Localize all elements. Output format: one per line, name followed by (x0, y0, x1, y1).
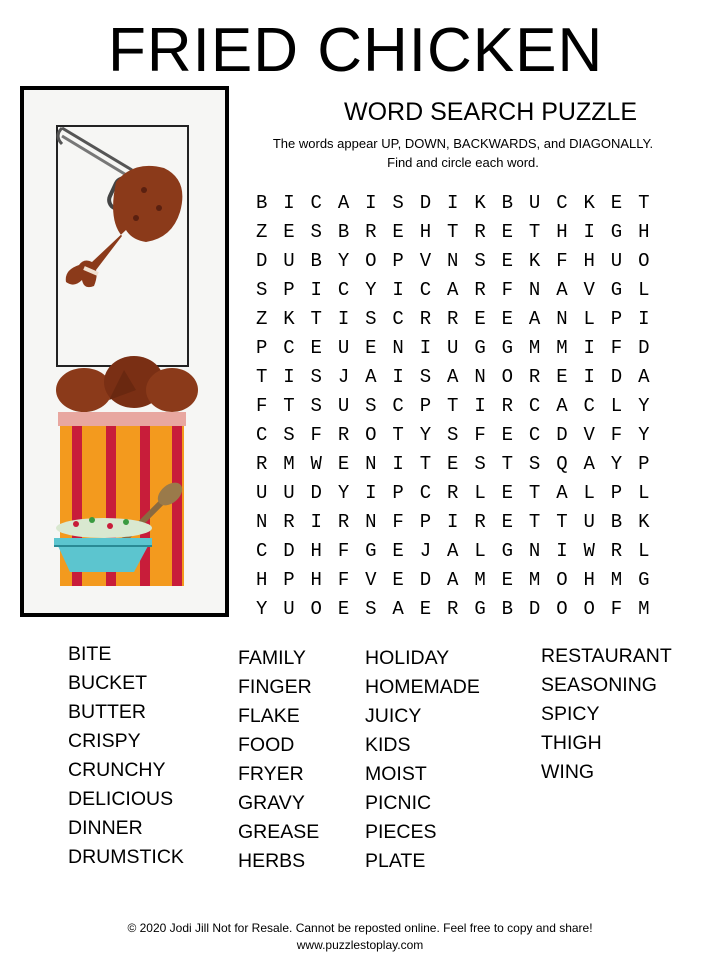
grid-letter[interactable]: F (337, 568, 350, 591)
grid-letter[interactable]: T (528, 481, 541, 504)
grid-letter[interactable]: A (556, 278, 568, 301)
grid-letter[interactable]: V (419, 249, 432, 272)
grid-letter[interactable]: U (283, 481, 295, 504)
grid-letter[interactable]: T (638, 191, 650, 214)
grid-letter[interactable]: J (419, 539, 432, 562)
grid-letter[interactable]: O (556, 568, 568, 591)
grid-letter[interactable]: I (283, 191, 295, 214)
grid-letter[interactable]: D (310, 481, 322, 504)
grid-letter[interactable]: J (337, 365, 350, 388)
word-item: FRYER (238, 763, 304, 785)
grid-row (248, 594, 657, 623)
grid-letter[interactable]: I (283, 365, 295, 388)
word-item: THIGH (541, 732, 602, 754)
grid-letter[interactable]: I (337, 307, 350, 330)
fried-chicken-illustration (20, 86, 229, 617)
grid-letter[interactable]: T (255, 365, 268, 388)
grid-letter[interactable]: U (283, 249, 295, 272)
grid-letter[interactable]: R (447, 481, 459, 504)
grid-letter[interactable]: L (638, 539, 650, 562)
grid-letter[interactable]: B (610, 510, 623, 533)
grid-letter[interactable]: F (392, 510, 404, 533)
grid-letter[interactable]: S (474, 249, 486, 272)
grid-letter[interactable]: R (447, 307, 459, 330)
word-item: FINGER (238, 676, 312, 698)
grid-letter[interactable]: G (474, 597, 486, 620)
grid-letter[interactable]: N (447, 249, 459, 272)
grid-row (248, 333, 657, 362)
grid-letter[interactable]: H (638, 220, 650, 243)
word-item: DRUMSTICK (68, 846, 184, 868)
grid-letter[interactable]: T (447, 220, 459, 243)
grid-letter[interactable]: B (501, 597, 514, 620)
grid-letter[interactable]: A (447, 365, 459, 388)
word-item: DELICIOUS (68, 788, 174, 810)
grid-letter[interactable]: V (583, 278, 595, 301)
grid-letter[interactable]: E (392, 220, 404, 243)
grid-letter[interactable]: E (419, 597, 432, 620)
grid-letter[interactable]: K (583, 191, 595, 214)
grid-letter[interactable]: A (337, 191, 350, 214)
word-item: BITE (68, 643, 112, 665)
grid-letter[interactable]: I (392, 278, 404, 301)
word-list-column-4 (541, 642, 672, 787)
grid-letter[interactable]: I (365, 481, 377, 504)
grid-letter[interactable]: L (474, 481, 486, 504)
word-list-column-2 (238, 644, 319, 876)
grid-letter[interactable]: I (447, 191, 459, 214)
grid-letter[interactable]: R (419, 307, 432, 330)
grid-letter[interactable]: I (447, 510, 459, 533)
grid-letter[interactable]: S (365, 307, 377, 330)
grid-letter[interactable]: C (310, 191, 322, 214)
word-item: GREASE (238, 821, 320, 843)
grid-letter[interactable]: U (337, 394, 350, 417)
grid-letter[interactable]: P (610, 481, 623, 504)
grid-letter[interactable]: G (638, 568, 650, 591)
grid-letter[interactable]: T (528, 510, 541, 533)
grid-letter[interactable]: K (528, 249, 541, 272)
grid-letter[interactable]: K (474, 191, 486, 214)
word-item: HOLIDAY (365, 647, 450, 669)
word-list-column-3 (365, 644, 480, 876)
grid-letter[interactable]: W (583, 539, 595, 562)
grid-letter[interactable]: C (419, 278, 432, 301)
grid-letter[interactable]: Q (556, 452, 568, 475)
word-item: HOMEMADE (365, 676, 480, 698)
grid-letter[interactable]: G (501, 539, 514, 562)
grid-letter[interactable]: N (255, 510, 268, 533)
grid-letter[interactable]: E (392, 539, 404, 562)
grid-letter[interactable]: I (583, 365, 595, 388)
grid-letter[interactable]: L (474, 539, 486, 562)
grid-letter[interactable]: H (556, 220, 568, 243)
grid-letter[interactable]: E (337, 452, 350, 475)
grid-letter[interactable]: C (392, 394, 404, 417)
grid-letter[interactable]: P (255, 336, 268, 359)
grid-letter[interactable]: R (337, 510, 350, 533)
grid-letter[interactable]: F (474, 423, 486, 446)
grid-letter[interactable]: C (255, 539, 268, 562)
grid-letter[interactable]: B (310, 249, 322, 272)
grid-letter[interactable]: S (392, 191, 404, 214)
word-list-column-1 (68, 640, 184, 872)
grid-letter[interactable]: C (337, 278, 350, 301)
grid-letter[interactable]: R (283, 510, 295, 533)
copyright-notice: © 2020 Jodi Jill Not for Resale. Cannot be reposted online. Feel free to copy and share! (127, 921, 593, 935)
grid-row (248, 217, 657, 246)
grid-letter[interactable]: E (392, 568, 404, 591)
grid-letter[interactable]: E (501, 510, 514, 533)
word-item: SEASONING (541, 674, 657, 696)
word-item: WING (541, 761, 595, 783)
grid-letter[interactable]: S (528, 452, 541, 475)
grid-letter[interactable]: Y (610, 452, 623, 475)
grid-letter[interactable]: E (501, 307, 514, 330)
grid-letter[interactable]: R (474, 510, 486, 533)
grid-row (248, 449, 657, 478)
grid-letter[interactable]: E (501, 249, 514, 272)
grid-letter[interactable]: L (583, 307, 595, 330)
grid-letter[interactable]: Y (638, 423, 650, 446)
grid-letter[interactable]: F (337, 539, 350, 562)
grid-letter[interactable]: T (392, 423, 404, 446)
word-item: SPICY (541, 703, 600, 725)
grid-letter[interactable]: A (365, 365, 377, 388)
grid-letter[interactable]: H (583, 249, 595, 272)
grid-letter[interactable]: N (528, 539, 541, 562)
grid-letter[interactable]: U (528, 191, 541, 214)
grid-letter[interactable]: S (365, 597, 377, 620)
grid-letter[interactable]: S (310, 220, 322, 243)
grid-letter[interactable]: N (556, 307, 568, 330)
grid-letter[interactable]: I (583, 220, 595, 243)
grid-letter[interactable]: M (528, 568, 541, 591)
grid-letter[interactable]: M (556, 336, 568, 359)
grid-letter[interactable]: T (501, 452, 514, 475)
grid-letter[interactable]: F (556, 249, 568, 272)
grid-letter[interactable]: I (310, 278, 322, 301)
grid-letter[interactable]: E (474, 307, 486, 330)
grid-letter[interactable]: C (255, 423, 268, 446)
grid-letter[interactable]: C (583, 394, 595, 417)
grid-letter[interactable]: D (419, 191, 432, 214)
grid-letter[interactable]: T (556, 510, 568, 533)
grid-row (248, 304, 657, 333)
grid-letter[interactable]: F (501, 278, 514, 301)
grid-letter[interactable]: T (528, 220, 541, 243)
grid-letter[interactable]: D (419, 568, 432, 591)
grid-letter[interactable]: Z (255, 307, 268, 330)
grid-letter[interactable]: U (283, 597, 295, 620)
grid-letter[interactable]: Y (337, 481, 350, 504)
grid-letter[interactable]: I (392, 452, 404, 475)
grid-letter[interactable]: V (365, 568, 377, 591)
grid-letter[interactable]: Y (638, 394, 650, 417)
grid-letter[interactable]: P (283, 278, 295, 301)
grid-row (248, 478, 657, 507)
instruction-line: Find and circle each word. (387, 155, 539, 170)
grid-letter[interactable]: C (528, 423, 541, 446)
grid-letter[interactable]: G (365, 539, 377, 562)
grid-letter[interactable]: T (283, 394, 295, 417)
grid-letter[interactable]: A (447, 539, 459, 562)
grid-letter[interactable]: U (255, 481, 268, 504)
grid-letter[interactable]: R (474, 278, 486, 301)
word-item: PLATE (365, 850, 426, 872)
word-item: PICNIC (365, 792, 432, 814)
word-item: GRAVY (238, 792, 305, 814)
grid-letter[interactable]: T (447, 394, 459, 417)
grid-letter[interactable]: O (365, 249, 377, 272)
grid-letter[interactable]: U (610, 249, 623, 272)
grid-letter[interactable]: K (638, 510, 650, 533)
grid-letter[interactable]: F (610, 336, 623, 359)
grid-letter[interactable]: I (474, 394, 486, 417)
grid-letter[interactable]: S (310, 365, 322, 388)
grid-letter[interactable]: T (419, 452, 432, 475)
grid-letter[interactable]: A (392, 597, 404, 620)
grid-row (248, 362, 657, 391)
word-item: JUICY (365, 705, 422, 727)
grid-letter[interactable]: N (474, 365, 486, 388)
grid-letter[interactable]: M (638, 597, 650, 620)
grid-letter[interactable]: N (528, 278, 541, 301)
word-item: MOIST (365, 763, 427, 785)
grid-letter[interactable]: S (310, 394, 322, 417)
grid-letter[interactable]: F (610, 597, 623, 620)
grid-letter[interactable]: O (365, 423, 377, 446)
grid-letter[interactable]: M (528, 336, 541, 359)
grid-letter[interactable]: A (447, 278, 459, 301)
grid-letter[interactable]: C (392, 307, 404, 330)
grid-letter[interactable]: Y (365, 278, 377, 301)
letter-grid (248, 188, 657, 623)
grid-letter[interactable]: L (638, 278, 650, 301)
grid-row (248, 507, 657, 536)
grid-letter[interactable]: L (638, 481, 650, 504)
grid-letter[interactable]: O (556, 597, 568, 620)
grid-letter[interactable]: D (556, 423, 568, 446)
grid-letter[interactable]: B (255, 191, 268, 214)
grid-letter[interactable]: Z (255, 220, 268, 243)
grid-letter[interactable]: I (556, 539, 568, 562)
grid-letter[interactable]: S (447, 423, 459, 446)
grid-letter[interactable]: W (310, 452, 322, 475)
grid-letter[interactable]: D (528, 597, 541, 620)
grid-letter[interactable]: O (501, 365, 514, 388)
grid-letter[interactable]: C (528, 394, 541, 417)
grid-letter[interactable]: E (337, 597, 350, 620)
grid-letter[interactable]: E (501, 423, 514, 446)
grid-letter[interactable]: U (337, 336, 350, 359)
grid-letter[interactable]: B (501, 191, 514, 214)
grid-letter[interactable]: Y (255, 597, 268, 620)
grid-letter[interactable]: U (447, 336, 459, 359)
grid-letter[interactable]: I (419, 336, 432, 359)
grid-letter[interactable]: D (610, 365, 623, 388)
grid-letter[interactable]: E (283, 220, 295, 243)
fried-chicken-pieces-icon (56, 356, 198, 412)
word-item: PIECES (365, 821, 437, 843)
grid-letter[interactable]: S (365, 394, 377, 417)
word-item: FOOD (238, 734, 295, 756)
grid-letter[interactable]: H (310, 539, 322, 562)
grid-letter[interactable]: M (283, 452, 295, 475)
grid-letter[interactable]: P (419, 510, 432, 533)
grid-letter[interactable]: S (283, 423, 295, 446)
grid-row (248, 188, 657, 217)
website-link[interactable]: www.puzzlestoplay.com (296, 938, 424, 952)
grid-letter[interactable]: G (474, 336, 486, 359)
illustration-art (24, 90, 225, 613)
grid-letter[interactable]: I (392, 365, 404, 388)
grid-letter[interactable]: I (638, 307, 650, 330)
grid-letter[interactable]: L (583, 481, 595, 504)
grid-row (248, 536, 657, 565)
word-item: FAMILY (238, 647, 306, 669)
instruction-line: The words appear UP, DOWN, BACKWARDS, and DIAGONALLY. (272, 136, 654, 151)
grid-letter[interactable]: S (255, 278, 268, 301)
grid-letter[interactable]: O (638, 249, 650, 272)
grid-letter[interactable]: C (283, 336, 295, 359)
footer (0, 920, 720, 954)
grid-letter[interactable]: C (419, 481, 432, 504)
grid-letter[interactable]: U (583, 510, 595, 533)
grid-letter[interactable]: E (365, 336, 377, 359)
grid-row (248, 275, 657, 304)
grid-letter[interactable]: E (310, 336, 322, 359)
grid-letter[interactable]: N (365, 510, 377, 533)
grid-letter[interactable]: T (310, 307, 322, 330)
page-title: FRIED CHICKEN (108, 16, 604, 85)
grid-letter[interactable]: R (528, 365, 541, 388)
grid-letter[interactable]: C (556, 191, 568, 214)
grid-letter[interactable]: E (501, 481, 514, 504)
grid-row (248, 565, 657, 594)
grid-row (248, 420, 657, 449)
picture-frame (57, 126, 188, 366)
word-item: FLAKE (238, 705, 300, 727)
grid-letter[interactable]: H (255, 568, 268, 591)
grid-letter[interactable]: I (365, 191, 377, 214)
grid-letter[interactable]: Y (419, 423, 432, 446)
grid-letter[interactable]: E (556, 365, 568, 388)
grid-letter[interactable]: R (365, 220, 377, 243)
grid-letter[interactable]: P (638, 452, 650, 475)
word-item: KIDS (365, 734, 411, 756)
grid-letter[interactable]: R (255, 452, 268, 475)
drumstick-icon (66, 166, 183, 287)
grid-letter[interactable]: A (447, 568, 459, 591)
grid-letter[interactable]: V (583, 423, 595, 446)
grid-letter[interactable]: E (501, 568, 514, 591)
grid-letter[interactable]: A (556, 394, 568, 417)
grid-letter[interactable]: F (610, 423, 623, 446)
grid-letter[interactable]: P (419, 394, 432, 417)
grid-letter[interactable]: F (255, 394, 268, 417)
grid-letter[interactable]: D (638, 336, 650, 359)
grid-letter[interactable]: G (501, 336, 514, 359)
grid-letter[interactable]: O (310, 597, 322, 620)
grid-letter[interactable]: D (283, 539, 295, 562)
grid-letter[interactable]: F (310, 423, 322, 446)
grid-letter[interactable]: R (447, 597, 459, 620)
grid-letter[interactable]: P (392, 249, 404, 272)
word-item: CRUNCHY (68, 759, 166, 781)
grid-letter[interactable]: R (474, 220, 486, 243)
grid-letter[interactable]: N (392, 336, 404, 359)
grid-letter[interactable]: P (392, 481, 404, 504)
grid-letter[interactable]: A (556, 481, 568, 504)
word-item: DINNER (68, 817, 143, 839)
coleslaw-bowl-icon (54, 517, 152, 572)
grid-letter[interactable]: E (610, 191, 623, 214)
grid-letter[interactable]: H (310, 568, 322, 591)
grid-letter[interactable]: P (283, 568, 295, 591)
grid-letter[interactable]: A (638, 365, 650, 388)
grid-letter[interactable]: H (419, 220, 432, 243)
instructions (248, 134, 678, 172)
grid-letter[interactable]: P (610, 307, 623, 330)
word-item: BUTTER (68, 701, 146, 723)
grid-letter[interactable]: D (255, 249, 268, 272)
grid-letter[interactable]: B (337, 220, 350, 243)
word-item: CRISPY (68, 730, 141, 752)
grid-letter[interactable]: A (583, 452, 595, 475)
grid-letter[interactable]: R (337, 423, 350, 446)
grid-letter[interactable]: A (528, 307, 541, 330)
grid-letter[interactable]: E (501, 220, 514, 243)
word-item: RESTAURANT (541, 645, 672, 667)
grid-letter[interactable]: S (419, 365, 432, 388)
grid-letter[interactable]: E (447, 452, 459, 475)
grid-letter[interactable]: R (610, 539, 623, 562)
puzzle-subtitle: WORD SEARCH PUZZLE (344, 98, 638, 126)
grid-letter[interactable]: I (310, 510, 322, 533)
grid-letter[interactable]: N (365, 452, 377, 475)
grid-letter[interactable]: R (501, 394, 514, 417)
word-item: HERBS (238, 850, 306, 872)
word-item: BUCKET (68, 672, 148, 694)
grid-letter[interactable]: K (283, 307, 295, 330)
grid-letter[interactable]: H (583, 568, 595, 591)
grid-letter[interactable]: O (583, 597, 595, 620)
grid-letter[interactable]: M (474, 568, 486, 591)
grid-letter[interactable]: G (610, 220, 623, 243)
grid-letter[interactable]: L (610, 394, 623, 417)
grid-letter[interactable]: G (610, 278, 623, 301)
grid-letter[interactable]: M (610, 568, 623, 591)
grid-row (248, 391, 657, 420)
grid-row (248, 246, 657, 275)
grid-letter[interactable]: Y (337, 249, 350, 272)
grid-letter[interactable]: S (474, 452, 486, 475)
grid-letter[interactable]: I (583, 336, 595, 359)
